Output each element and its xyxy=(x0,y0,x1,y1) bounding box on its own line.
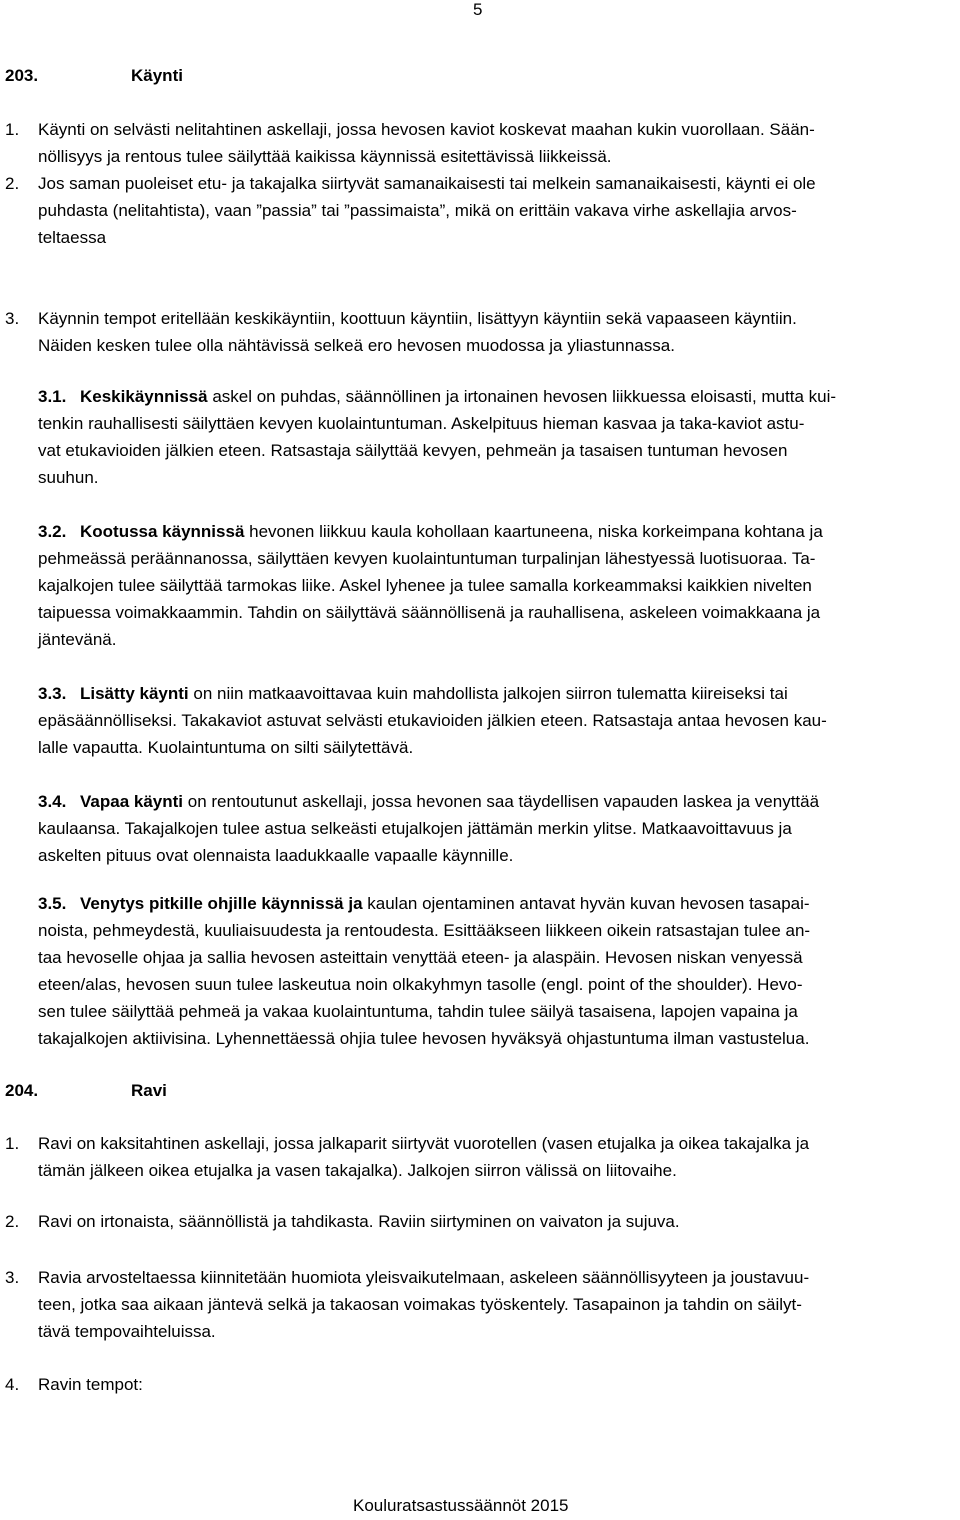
text-line: taipuessa voimakkaammin. Tahdin on säilyttävä säännöllisenä ja rauhallisena, askeleen voimakkaana ja xyxy=(38,603,821,622)
ravi-paragraph-2 xyxy=(5,1208,950,1235)
ravi-paragraph-4 xyxy=(5,1371,950,1398)
text-line: askel on puhdas, säännöllinen ja irtonainen hevosen liikkuessa eloisasti, mutta kui- xyxy=(207,387,837,406)
text-line: askelten pituus ovat olennaista laadukkaalle vapaalle käynnille. xyxy=(38,846,514,865)
text-line: sen tulee säilyttää pehmeä ja vakaa kuolaintuntuma, tahdin tulee säilyä tasaisena, lapojen vapaina ja xyxy=(38,1002,798,1021)
text-line: Raviа arvosteltaessa kiinnitetään huomiota yleisvaikutelmaan, askeleen säännöllisyyteen ja joustavuu- xyxy=(38,1268,810,1287)
text-line: Käynti on selvästi nelitahtinen askellaji, jossa hevosen kaviot koskevat maahan kukin vuorollaan. Sään- xyxy=(38,120,815,139)
ravi-paragraph-1 xyxy=(5,1130,950,1184)
item-number: 3.4. xyxy=(38,792,67,811)
text-line: teltaessa xyxy=(38,228,107,247)
text-line: suuhun. xyxy=(38,468,99,487)
text-line: kaulan ojentaminen antavat hyvän kuvan hevosen tasapai- xyxy=(362,894,810,913)
text-line: Ravi on irtonaista, säännöllistä ja tahdikasta. Raviin siirtyminen on vaivaton ja sujuva. xyxy=(38,1212,680,1231)
text-line: eteen/alas, hevosen suun tulee laskeutua noin olkakyhmyn tasolle (engl. point of the shoulder). Hevo- xyxy=(38,975,803,994)
text-line: Jos saman puoleiset etu- ja takajalka siirtyvät samanaikaisesti tai melkein samanaikaisesti, käynti ei ole xyxy=(38,174,816,193)
term: Venytys pitkille ohjille käynnissä ja xyxy=(80,894,363,913)
paragraph-3-3 xyxy=(38,680,960,761)
page-footer: Kouluratsastussäännöt 2015 xyxy=(353,1496,569,1515)
item-number: 2. xyxy=(5,174,20,193)
item-number: 4. xyxy=(5,1375,20,1394)
text-line: Näiden kesken tulee olla nähtävissä selkeä ero hevosen muodossa ja yliastunnassa. xyxy=(38,336,675,355)
text-line: kajalkojen tulee säilyttää tarmokas liike. Askel lyhenee ja tulee samalla korkeammaksi kaikkien nivelten xyxy=(38,576,812,595)
text-line: Ravin tempot: xyxy=(38,1375,143,1394)
paragraph-3-1 xyxy=(38,383,960,491)
text-line: on niin matkaavoittavaa kuin mahdollista jalkojen siirron tulematta kiireiseksi tai xyxy=(188,684,788,703)
text-line: noista, pehmeydestä, kuuliaisuudesta ja rentoudesta. Esittääkseen liikkeen oikein ratsastajan tulee an- xyxy=(38,921,811,940)
section-heading-204 xyxy=(5,1081,167,1101)
text-line: taa hevoselle ohjaa ja sallia hevosen asteittain venyttää eteen- ja alaspäin. Hevosen niskan venyessä xyxy=(38,948,803,967)
term: Lisätty käynti xyxy=(80,684,189,703)
item-number: 3.5. xyxy=(38,894,67,913)
ravi-paragraph-3 xyxy=(5,1264,950,1345)
item-number: 3. xyxy=(5,1268,20,1287)
section-number: 204. xyxy=(5,1081,39,1100)
term: Kootussa käynnissä xyxy=(80,522,245,541)
text-line: epäsäännölliseksi. Takakaviot astuvat selvästi etukavioiden jälkien eteen. Ratsastaja antaa hevosen kau- xyxy=(38,711,827,730)
item-number: 3.2. xyxy=(38,522,67,541)
paragraph-3-2 xyxy=(38,518,960,653)
paragraph-3-4 xyxy=(38,788,960,869)
text-line: jäntevänä. xyxy=(38,630,117,649)
text-line: tävä tempovaihteluissa. xyxy=(38,1322,216,1341)
term: Keskikäynnissä xyxy=(80,387,208,406)
text-line: lalle vapautta. Kuolaintuntuma on silti säilytettävä. xyxy=(38,738,414,757)
text-line: vat etukavioiden jälkien eteen. Ratsastaja säilyttää kevyen, pehmeän ja tasaisen tuntuman hevosen xyxy=(38,441,788,460)
section-heading-203 xyxy=(5,66,183,86)
text-line: pehmeässä peräännanossa, säilyttäen kevyen kuolaintuntuman turpalinjan lähestyessä luotisuoraa. Ta- xyxy=(38,549,816,568)
section-number: 203. xyxy=(5,66,39,85)
paragraph-1 xyxy=(5,116,950,170)
item-number: 3.3. xyxy=(38,684,67,703)
term: Vapaa käynti xyxy=(80,792,184,811)
text-line: tämän jälkeen oikea etujalka ja vasen takajalka). Jalkojen siirron välissä on liitovaihe. xyxy=(38,1161,677,1180)
item-number: 3. xyxy=(5,309,20,328)
text-line: Ravi on kaksitahtinen askellaji, jossa jalkaparit siirtyvät vuorotellen (vasen etujalka ja oikea takajalka ja xyxy=(38,1134,810,1153)
text-line: Käynnin tempot eritellään keskikäyntiin, koottuun käyntiin, lisättyyn käyntiin sekä vapaaseen käyntiin. xyxy=(38,309,797,328)
section-title: Käynti xyxy=(131,66,183,85)
paragraph-2 xyxy=(5,170,950,251)
text-line: teen, jotka saa aikaan jäntevä selkä ja takaosan voimakas työskentely. Tasapainon ja tahdin on säilyt- xyxy=(38,1295,802,1314)
item-number: 2. xyxy=(5,1212,20,1231)
text-line: hevonen liikkuu kaula kohollaan kaartuneena, niska korkeimpana kohtana ja xyxy=(244,522,823,541)
page-number: 5 xyxy=(473,0,483,19)
item-number: 1. xyxy=(5,1134,20,1153)
text-line: takajalkojen aktiivisina. Lyhennettäessä ohjia tulee hevosen hyväksyä ohjastuntuma ilman vastustelua. xyxy=(38,1029,810,1048)
item-number: 1. xyxy=(5,120,20,139)
section-title: Ravi xyxy=(131,1081,167,1100)
paragraph-3-5 xyxy=(38,890,960,1052)
item-number: 3.1. xyxy=(38,387,67,406)
text-line: kaulaansa. Takajalkojen tulee astua selkeästi etujalkojen jättämän merkin ylitse. Matkaavoittavuus ja xyxy=(38,819,792,838)
text-line: nöllisyys ja rentous tulee säilyttää kaikissa käynnissä esitettävissä liikkeissä. xyxy=(38,147,612,166)
paragraph-3 xyxy=(5,305,950,359)
text-line: on rentoutunut askellaji, jossa hevonen saa täydellisen vapauden laskea ja venyttää xyxy=(183,792,820,811)
text-line: puhdasta (nelitahtista), vaan ”passia” tai ”passimaista”, mikä on erittäin vakava virhe askellajia arvos- xyxy=(38,201,797,220)
text-line: tenkin rauhallisesti säilyttäen kevyen kuolaintuntuman. Askelpituus hieman kasvaa ja taka-kaviot astu- xyxy=(38,414,805,433)
